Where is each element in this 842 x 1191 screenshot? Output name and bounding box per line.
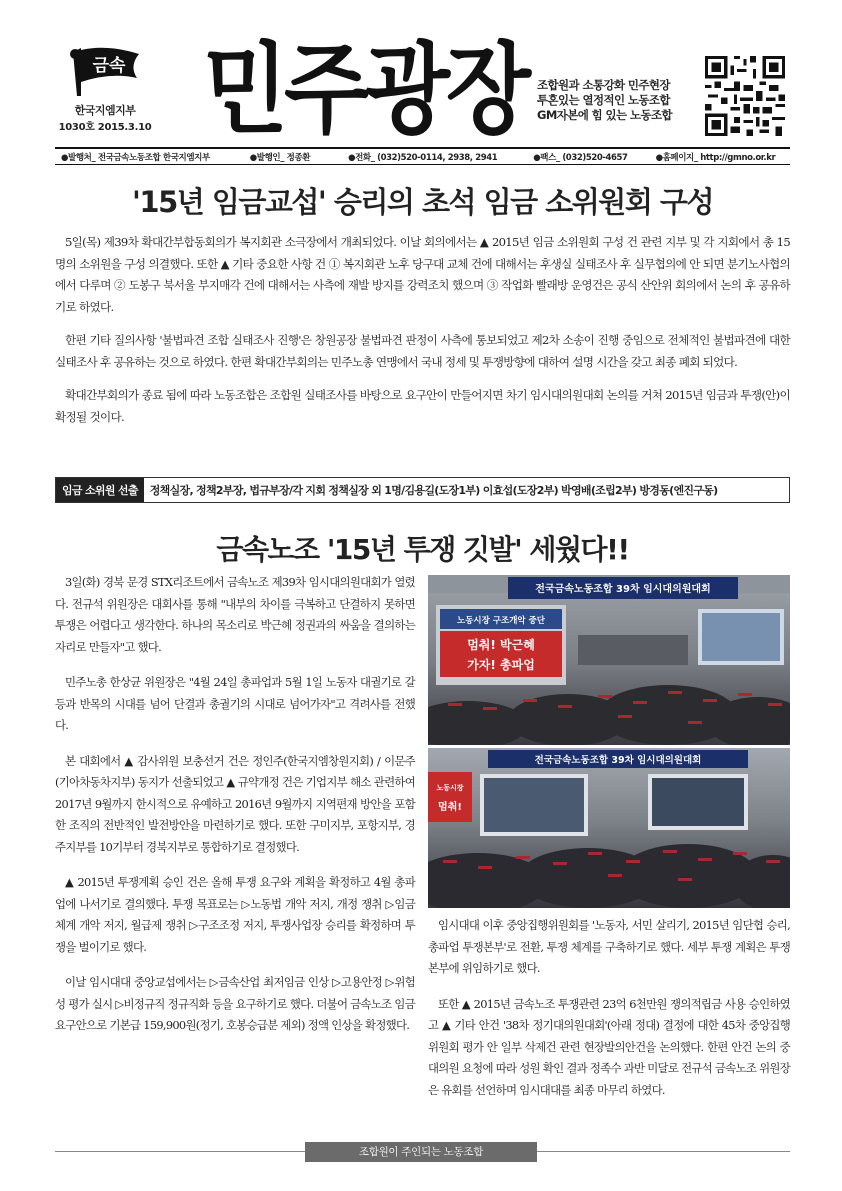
union-logo	[55, 44, 155, 142]
newspaper-title: 민주광장	[202, 31, 528, 148]
article2-paragraph: 또한 ▲ 2015년 금속노조 투쟁관련 23억 6천만원 쟁의적립금 사용 승인하였고 ▲ 기타 안건 '38차 정기대의원대회'(아래 정대) 결정에 대한 45차 중앙집행위원회 평가 안 일부 삭제건 관련 현장발의안건을 논의했다. 한편 안건 논의 중 대의원 요청에 따라 성원 확인 결과 정족수 과반 미달로 전규석 금속노조 위원장은 유회를 선언하며 임시대대를 최종 마무리 하였다.	[428, 996, 790, 1097]
convention-photo-2	[428, 748, 790, 908]
article2-paragraph: 임시대대 이후 중앙집행위원회를 '노동자, 서민 살리기, 2015년 임단협 승리, 총파업 투쟁본부'로 전환, 투쟁 체계를 구축하기로 했다. 세부 투쟁 계획은 투쟁본부에 위임하기로 했다.	[428, 918, 790, 975]
article2-headline: 금속노조 '15년 투쟁 깃발' 세웠다!!	[216, 533, 629, 566]
homepage-link[interactable]: ●홈페이지_ http://gmno.or.kr	[655, 152, 776, 163]
footer-slogan: 조합원이 주인되는 노동조합	[305, 1142, 537, 1162]
newspaper-title-block	[160, 31, 570, 148]
article2-paragraph: 민주노총 한상균 위원장은 "4월 24일 총파업과 5월 1일 노동자 대궐기로 갈등과 반목의 시대를 넘어 단결과 총궐기의 시대로 넘어가자"고 격려사를 전했다.	[55, 675, 415, 732]
publisher: ●발행처_ 전국금속노동조합 한국지엠지부	[61, 152, 210, 163]
convention-photo-2-image	[428, 748, 790, 908]
issue-date: 1030호 2015.3.10	[58, 122, 152, 133]
convention-photo-1-image	[428, 575, 790, 745]
article1-paragraph: 5일(목) 제39차 확대간부합동회의가 복지회관 소극장에서 개최되었다. 이날 회의에서는 ▲ 2015년 임금 소위원회 구성 건 관련 지부 및 각 지회에서 총 15명의 소위원을 구성 의결했다. 또한 ▲ 기타 중요한 사항 건 ① 복지회관 노후 당구대 교체 건에 대해서는 후생실 실태조사 후 실무협의에 안 되면 분기노사협의에서 다루며 ② 도봉구 북서울 부지매각 건에 대해서는 사측에 재발 방지를 강력조치 했으며 ③ 작업화 빨래방 운영건은 공식 산안위 회의에서 논의 후 공유하기로 하였다.	[55, 235, 790, 314]
slogan-3: GM자본에 힘 있는 노동조합	[537, 108, 672, 122]
photo2-screen-line1: 노동시장	[436, 784, 464, 792]
publication-info-bar	[55, 147, 790, 165]
article1-body	[55, 232, 790, 440]
article2-paragraph: 본 대회에서 ▲ 감사위원 보충선거 건은 정인주(한국지엠창원지회) / 이문주(기아차동차지부) 동지가 선출되었고 ▲ 규약개정 건은 기업지부 해소 관련하여 2017년 9월까지 한시적으로 유예하고 2016년 9월까지 지역편재 방안을 포함한 조직의 전반적인 발전방안을 마련하기로 했다. 또한 구미지부, 포항지부, 경주지부를 10기부터 경북지부로 통합하기로 결정했다.	[55, 753, 415, 854]
article1-paragraph: 한편 기타 질의사항 '불법파견 조합 실태조사 진행'은 창원공장 불법파견 판정이 사측에 통보되었고 제2차 소송이 진행 중임으로 전체적인 불법파견에 대한 실태조사 후 공유하는 것으로 하였다. 한편 확대간부회의는 민주노총 연맹에서 국내 정세 및 투쟁방향에 대하여 설명 시간을 갖고 최종 폐회 되었다.	[55, 333, 790, 369]
editor: ●발행인_ 정종환	[249, 152, 311, 163]
article2-left-column	[55, 572, 415, 1051]
phone: ●전화_ (032)520-0114, 2938, 2941	[348, 152, 498, 163]
slogans	[537, 78, 697, 123]
qr-code-icon[interactable]	[705, 56, 785, 136]
photo1-screen-line1: 노동시장 구조개악 중단	[456, 616, 546, 626]
union-flag-logo	[67, 44, 143, 100]
slogan-2: 투혼있는 열정적인 노동조합	[537, 93, 670, 107]
masthead	[55, 31, 790, 148]
article2-paragraph: ▲ 2015년 투쟁계획 승인 건은 올해 투쟁 요구와 계획을 확정하고 4월 총파업에 나서기로 결의했다. 투쟁 목표로는 ▷노동법 개악 저지, 개정 쟁취 ▷임금체계 개악 저지, 월급제 쟁취 ▷구조조정 저지, 투쟁사업장 승리를 확정하며 투쟁을 벌이기로 했다.	[55, 875, 415, 954]
photo2-banner: 전국금속노동조합 39차 임시대의원대회	[534, 755, 702, 766]
article1-paragraph: 확대간부회의가 종료 됨에 따라 노동조합은 조합원 실태조사를 바탕으로 요구안이 만들어지면 차기 임시대의원대회 논의를 거쳐 2015년 임금과 투쟁(안)이 확정될 것이다.	[55, 388, 790, 424]
photo1-banner: 전국금속노동조합 39차 임시대의원대회	[535, 584, 711, 595]
article2-paragraph: 3일(화) 경북 문경 STX리조트에서 금속노조 제39차 임시대의원대회가 열렸다. 전규석 위원장은 대회사를 통해 "내부의 차이를 극복하고 단결하지 못하면 투쟁은 어렵다고 생각한다. 하나의 목소리로 박근혜 정권과의 싸움을 결의하는 자리로 만들자"고 했다.	[55, 575, 415, 654]
photo1-screen-line2: 멈춰! 박근혜	[467, 638, 535, 652]
article1-headline: '15년 임금교섭' 승리의 초석 임금 소위원회 구성	[132, 185, 713, 219]
slogan-1: 조합원과 소통강화 민주현장	[537, 78, 670, 92]
committee-members: 정책실장, 정책2부장, 법규부장/각 지회 정책실장 외 1명/김용길(도장1부) 이효섭(도장2부) 박영배(조립2부) 방경동(엔진구동)	[149, 484, 718, 497]
article2-right-column	[428, 915, 790, 1115]
committee-label: 임금 소위원 선출	[56, 478, 144, 502]
local-name: 한국지엠지부	[74, 104, 136, 117]
photo1-screen-line3: 가자! 총파업	[467, 658, 535, 672]
fax: ●팩스_ (032)520-4657	[533, 152, 628, 163]
convention-photo-1	[428, 575, 790, 745]
committee-box	[55, 477, 790, 503]
logo-text: 금속	[92, 56, 126, 76]
article2-paragraph: 이날 임시대대 중앙교섭에서는 ▷금속산업 최저임금 인상 ▷고용안정 ▷위험성 평가 실시 ▷비정규직 정규직화 등을 요구하기로 했다. 더불어 금속노조 임금요구안으로 기본급 159,900원(정기, 호봉승급분 제외) 정액 인상을 확정했다.	[55, 975, 415, 1032]
photo2-screen-line2: 멈춰!	[438, 802, 462, 813]
